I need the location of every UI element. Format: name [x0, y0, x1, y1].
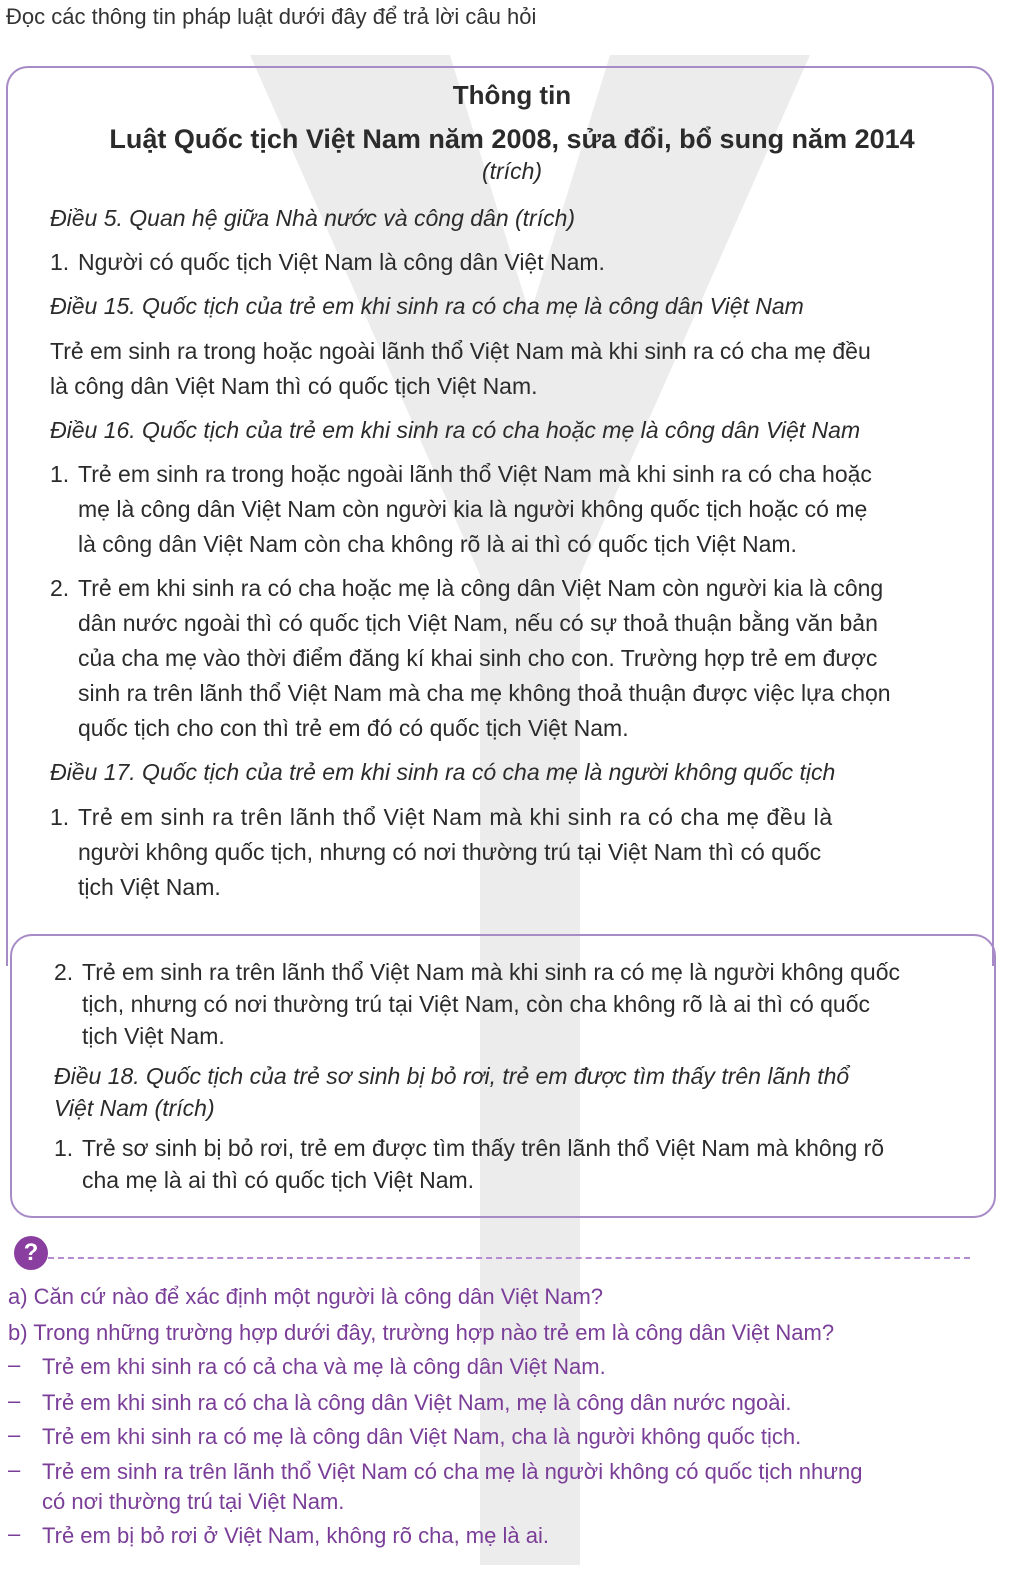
- article-17-clause-1-line: người không quốc tịch, nhưng có nơi thường trú tại Việt Nam thì có quốc: [78, 839, 822, 865]
- intro-instruction: Đọc các thông tin pháp luật dưới đây để trả lời câu hỏi: [6, 4, 537, 29]
- article-17-clause-2-line: Trẻ em sinh ra trên lãnh thổ Việt Nam mà khi sinh ra có mẹ là người không quốc: [82, 959, 900, 985]
- clause-number: 1.: [50, 249, 70, 275]
- article-16-clause-2-line: dân nước ngoài thì có quốc tịch Việt Nam, nếu có sự thoả thuận bằng văn bản: [78, 610, 878, 636]
- option-4-line: Trẻ em sinh ra trên lãnh thổ Việt Nam có cha mẹ là người không có quốc tịch nhưng: [42, 1459, 863, 1484]
- article-16-clause-2-line: của cha mẹ vào thời điểm đăng kí khai sinh cho con. Trường hợp trẻ em được: [78, 645, 878, 671]
- article-15-line: Trẻ em sinh ra trong hoặc ngoài lãnh thổ Việt Nam mà khi sinh ra có cha mẹ đều: [50, 338, 871, 364]
- article-16-clause-2-line: quốc tịch cho con thì trẻ em đó có quốc tịch Việt Nam.: [78, 715, 629, 741]
- article-18-clause-1-line: Trẻ sơ sinh bị bỏ rơi, trẻ em được tìm thấy trên lãnh thổ Việt Nam mà không rõ: [82, 1135, 885, 1161]
- article-5-title: Điều 5. Quan hệ giữa Nhà nước và công dân (trích): [50, 205, 576, 231]
- question-a: a) Căn cứ nào để xác định một người là công dân Việt Nam?: [8, 1284, 604, 1309]
- article-18-clause-1-line: cha mẹ là ai thì có quốc tịch Việt Nam.: [82, 1167, 475, 1193]
- article-16-clause-1-line: Trẻ em sinh ra trong hoặc ngoài lãnh thổ Việt Nam mà khi sinh ra có cha hoặc: [78, 461, 872, 487]
- option-3: Trẻ em khi sinh ra có mẹ là công dân Việt Nam, cha là người không quốc tịch.: [42, 1424, 802, 1449]
- option-1: Trẻ em khi sinh ra có cả cha và mẹ là công dân Việt Nam.: [42, 1354, 606, 1379]
- clause-text: Người có quốc tịch Việt Nam là công dân Việt Nam.: [78, 249, 605, 275]
- option-2: Trẻ em khi sinh ra có cha là công dân Việt Nam, mẹ là công dân nước ngoài.: [42, 1390, 792, 1415]
- option-dash: –: [8, 1422, 21, 1447]
- article-17-clause-1-line: tịch Việt Nam.: [78, 874, 221, 900]
- option-5: Trẻ em bị bỏ rơi ở Việt Nam, không rõ cha, mẹ là ai.: [42, 1523, 549, 1548]
- article-17-clause-2-line: tịch, nhưng có nơi thường trú tại Việt Nam, còn cha không rõ là ai thì có quốc: [82, 991, 871, 1017]
- option-dash: –: [8, 1521, 21, 1546]
- article-5-clause-1: [50, 245, 970, 280]
- article-16-clause-1-line: mẹ là công dân Việt Nam còn người kia là người không quốc tịch hoặc có mẹ: [78, 496, 868, 522]
- law-title: Luật Quốc tịch Việt Nam năm 2008, sửa đổi, bổ sung năm 2014: [109, 124, 915, 154]
- clause-number: 1.: [54, 1135, 74, 1161]
- option-dash: –: [8, 1352, 21, 1377]
- article-16-clause-2-line: Trẻ em khi sinh ra có cha hoặc mẹ là công dân Việt Nam còn người kia là công: [78, 575, 884, 601]
- dashed-divider: [48, 1257, 970, 1259]
- info-heading: Thông tin: [452, 80, 572, 110]
- clause-number: 1.: [50, 804, 70, 830]
- clause-number: 1.: [50, 461, 70, 487]
- clause-number: 2.: [50, 575, 70, 601]
- clause-number: 2.: [54, 959, 74, 985]
- article-16-title: Điều 16. Quốc tịch của trẻ em khi sinh ra có cha hoặc mẹ là công dân Việt Nam: [50, 417, 861, 443]
- article-17-clause-2-line: tịch Việt Nam.: [82, 1023, 225, 1049]
- question-icon: ?: [14, 1236, 48, 1270]
- article-18-title: Việt Nam (trích): [54, 1095, 215, 1121]
- article-15-title: Điều 15. Quốc tịch của trẻ em khi sinh ra có cha mẹ là công dân Việt Nam: [50, 293, 804, 319]
- excerpt-label: (trích): [481, 158, 543, 184]
- option-dash: –: [8, 1457, 21, 1482]
- question-b: b) Trong những trường hợp dưới đây, trường hợp nào trẻ em là công dân Việt Nam?: [8, 1320, 835, 1345]
- article-17-title: Điều 17. Quốc tịch của trẻ em khi sinh ra có cha mẹ là người không quốc tịch: [50, 759, 836, 785]
- article-18-title: Điều 18. Quốc tịch của trẻ sơ sinh bị bỏ rơi, trẻ em được tìm thấy trên lãnh thổ: [54, 1063, 850, 1089]
- article-15-line: là công dân Việt Nam thì có quốc tịch Việt Nam.: [50, 373, 538, 399]
- article-16-clause-1-line: là công dân Việt Nam còn cha không rõ là ai thì có quốc tịch Việt Nam.: [78, 531, 797, 557]
- option-dash: –: [8, 1388, 21, 1413]
- option-4-line: có nơi thường trú tại Việt Nam.: [42, 1489, 345, 1514]
- article-16-clause-2-line: sinh ra trên lãnh thổ Việt Nam mà cha mẹ không thoả thuận được việc lựa chọn: [78, 680, 891, 706]
- article-17-clause-1-line: Trẻ em sinh ra trên lãnh thổ Việt Nam mà khi sinh ra có cha mẹ đều là: [78, 804, 833, 830]
